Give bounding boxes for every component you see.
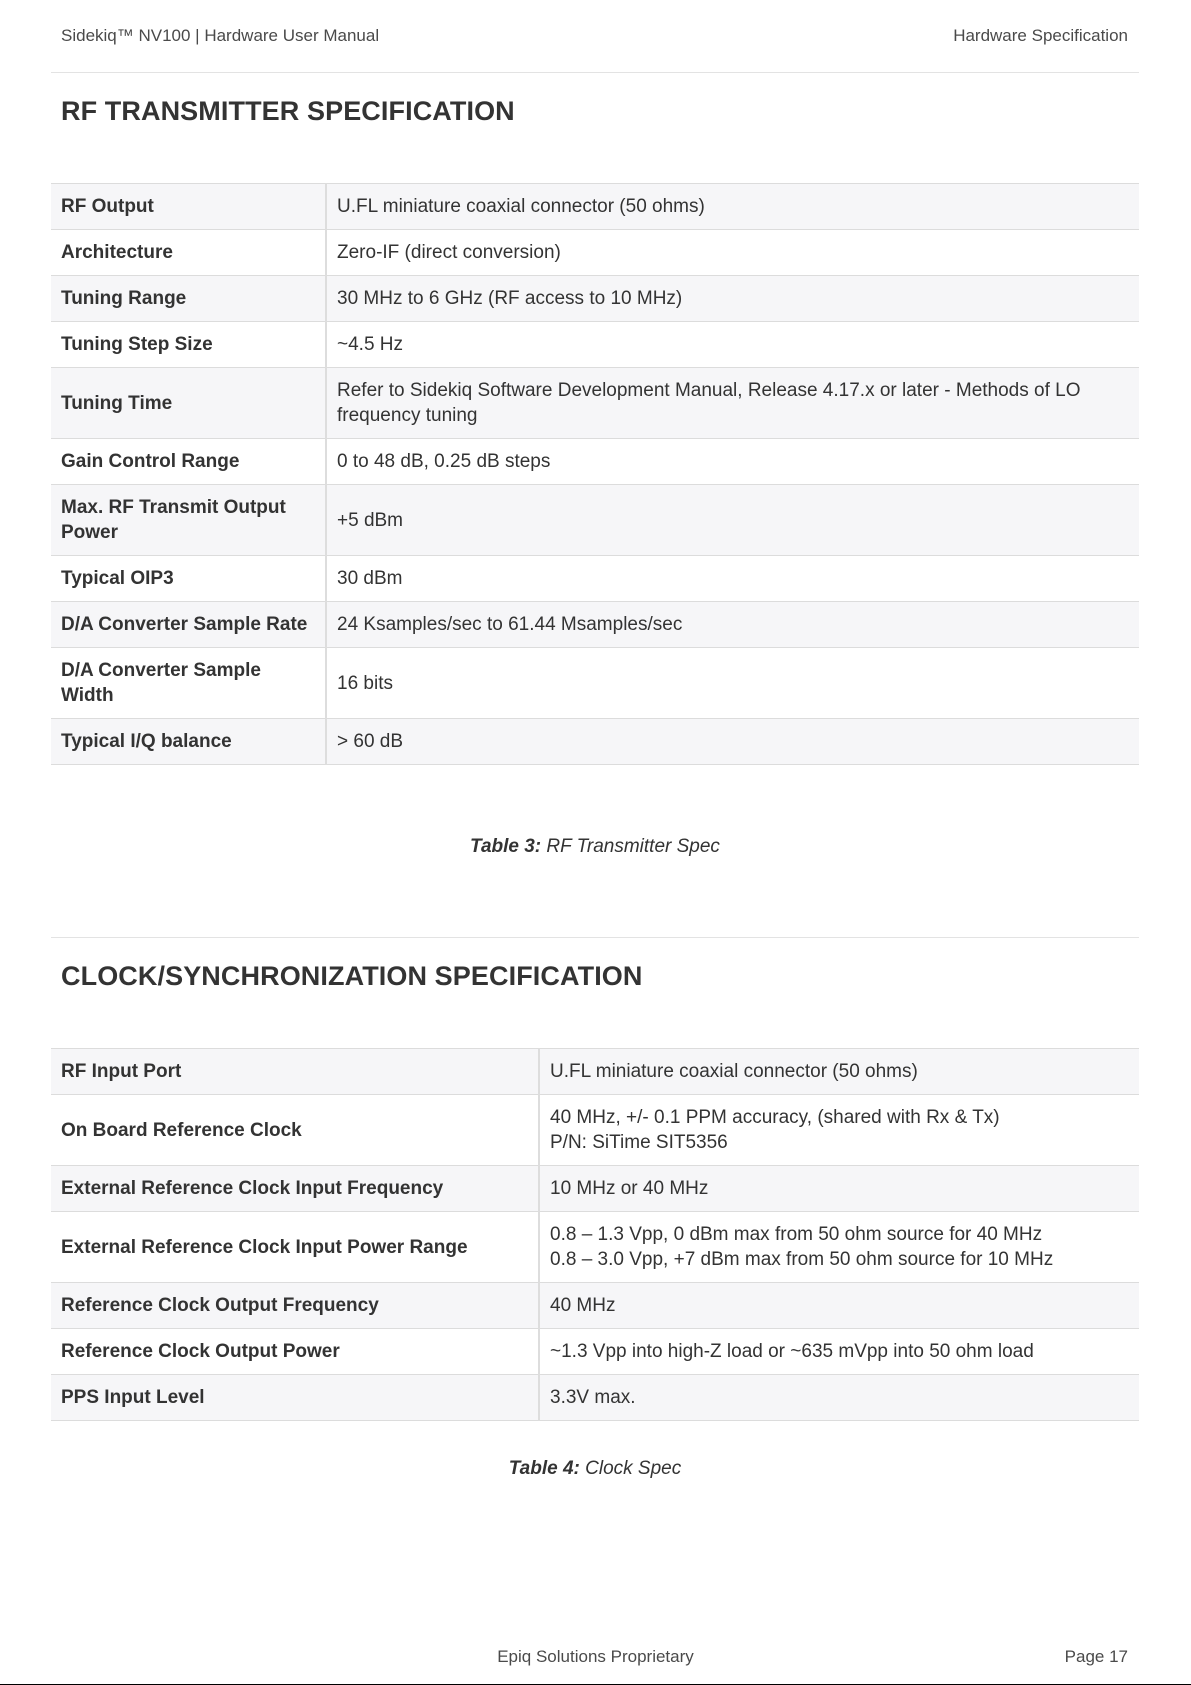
row-label: External Reference Clock Input Frequency [51, 1166, 539, 1212]
row-label: Reference Clock Output Power [51, 1329, 539, 1375]
clk-table-caption [51, 1458, 1139, 1480]
row-label: Tuning Time [51, 368, 326, 439]
table-row [51, 1166, 1139, 1212]
table-row [51, 276, 1139, 322]
row-label: RF Output [51, 184, 326, 230]
row-value: 40 MHz [539, 1283, 1139, 1329]
table-row [51, 1283, 1139, 1329]
row-label: Reference Clock Output Frequency [51, 1283, 539, 1329]
tx-section-title: RF TRANSMITTER SPECIFICATION [61, 96, 515, 126]
row-value: 16 bits [326, 648, 1139, 719]
table-row [51, 1212, 1139, 1283]
table-row [51, 1329, 1139, 1375]
row-value: Zero-IF (direct conversion) [326, 230, 1139, 276]
table-row [51, 719, 1139, 765]
row-label: PPS Input Level [51, 1375, 539, 1421]
row-label: Tuning Step Size [51, 322, 326, 368]
clk-spec-table [51, 1048, 1139, 1421]
row-value: Refer to Sidekiq Software Development Manual, Release 4.17.x or later - Methods of LO frequency tuning [326, 368, 1139, 439]
row-value: ~4.5 Hz [326, 322, 1139, 368]
footer-page-number: Page 17 [1064, 1647, 1128, 1666]
table-row [51, 485, 1139, 556]
row-label: On Board Reference Clock [51, 1095, 539, 1166]
row-label: RF Input Port [51, 1049, 539, 1095]
row-label: External Reference Clock Input Power Range [51, 1212, 539, 1283]
table-row [51, 184, 1139, 230]
row-value: > 60 dB [326, 719, 1139, 765]
page-header [61, 26, 1128, 46]
caption-text: RF Transmitter Spec [541, 836, 720, 857]
row-value: +5 dBm [326, 485, 1139, 556]
row-label: Typical OIP3 [51, 556, 326, 602]
caption-label: Table 3: [470, 836, 542, 857]
table-row [51, 1375, 1139, 1421]
header-divider [51, 72, 1139, 73]
row-value: 40 MHz, +/- 0.1 PPM accuracy, (shared with Rx & Tx) P/N: SiTime SIT5356 [539, 1095, 1139, 1166]
row-label: Tuning Range [51, 276, 326, 322]
table-row [51, 1049, 1139, 1095]
row-value: 0 to 48 dB, 0.25 dB steps [326, 439, 1139, 485]
row-value: ~1.3 Vpp into high-Z load or ~635 mVpp into 50 ohm load [539, 1329, 1139, 1375]
header-document-title: Sidekiq™ NV100 | Hardware User Manual [61, 26, 380, 45]
row-value: U.FL miniature coaxial connector (50 ohms) [539, 1049, 1139, 1095]
section-divider [51, 937, 1139, 938]
row-label: D/A Converter Sample Rate [51, 602, 326, 648]
caption-label: Table 4: [508, 1458, 580, 1479]
table-row [51, 648, 1139, 719]
tx-spec-table [51, 183, 1139, 765]
row-value: 24 Ksamples/sec to 61.44 Msamples/sec [326, 602, 1139, 648]
row-value: 3.3V max. [539, 1375, 1139, 1421]
caption-text: Clock Spec [579, 1458, 682, 1479]
table-row [51, 230, 1139, 276]
tx-table-caption [51, 836, 1139, 858]
row-label: Typical I/Q balance [51, 719, 326, 765]
row-label: Gain Control Range [51, 439, 326, 485]
clk-section-title: CLOCK/SYNCHRONIZATION SPECIFICATION [61, 961, 643, 991]
footer-proprietary-notice: Epiq Solutions Proprietary [497, 1647, 694, 1666]
row-label: D/A Converter Sample Width [51, 648, 326, 719]
row-value: 10 MHz or 40 MHz [539, 1166, 1139, 1212]
table-row [51, 322, 1139, 368]
table-row [51, 602, 1139, 648]
table-row [51, 556, 1139, 602]
row-label: Architecture [51, 230, 326, 276]
table-row [51, 1095, 1139, 1166]
row-value: U.FL miniature coaxial connector (50 ohms) [326, 184, 1139, 230]
row-label: Max. RF Transmit Output Power [51, 485, 326, 556]
table-row [51, 368, 1139, 439]
row-value: 30 dBm [326, 556, 1139, 602]
table-row [51, 439, 1139, 485]
row-value: 0.8 – 1.3 Vpp, 0 dBm max from 50 ohm source for 40 MHz 0.8 – 3.0 Vpp, +7 dBm max from 50 ohm source for 10 MHz [539, 1212, 1139, 1283]
row-value: 30 MHz to 6 GHz (RF access to 10 MHz) [326, 276, 1139, 322]
header-section-name: Hardware Specification [953, 26, 1128, 45]
